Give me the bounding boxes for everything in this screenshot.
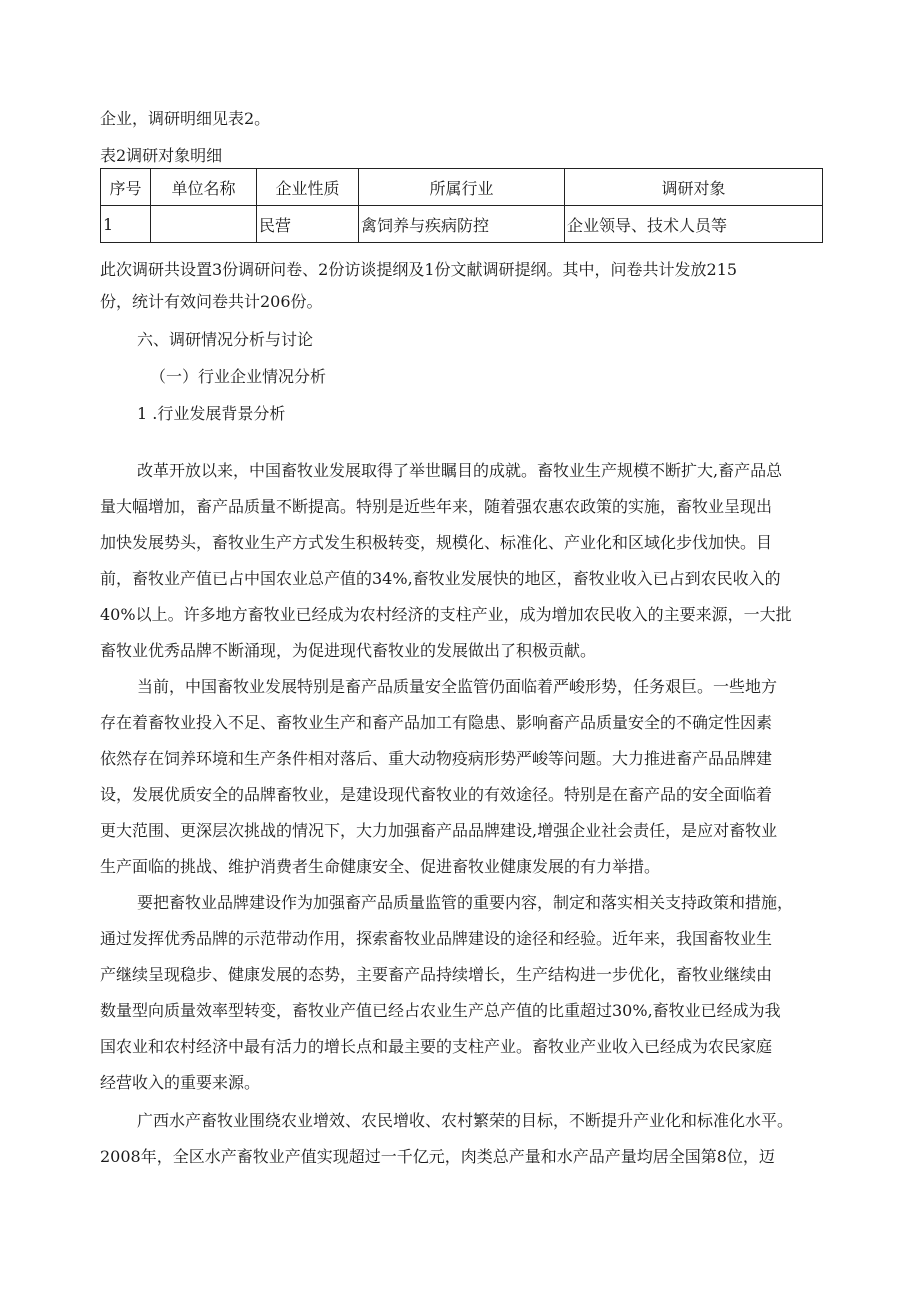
table-cell: 禽饲养与疾病防控 (359, 206, 565, 243)
subsection-heading: （一）行业企业情况分析 (150, 367, 327, 386)
table-cell: 企业领导、技术人员等 (565, 206, 823, 243)
text-line: 此次调研共设置3份调研问卷、2份访谈提纲及1份文献调研提纲。其中，问卷共计发放215 (100, 260, 738, 279)
paragraph-line: 更大范围、更深层次挑战的情况下，大力加强畜产品品牌建设,增强企业社会责任，是应对畜牧业 (100, 821, 778, 840)
table-header-cell: 单位名称 (151, 169, 257, 206)
text-line: 企业，调研明细见表2。 (100, 109, 271, 128)
table-caption: 表2调研对象明细 (100, 146, 223, 165)
paragraph-line: 加快发展势头，畜牧业生产方式发生积极转变，规模化、标准化、产业化和区域化步伐加快。目 (100, 533, 773, 552)
subsubsection-heading: 1 .行业发展背景分析 (137, 404, 286, 423)
table-header-cell: 所属行业 (359, 169, 565, 206)
table-cell (151, 206, 257, 243)
paragraph-line: 改革开放以来，中国畜牧业发展取得了举世瞩目的成就。畜牧业生产规模不断扩大,畜产品总 (137, 461, 783, 480)
table-row (101, 206, 823, 243)
paragraph-line: 40%以上。许多地方畜牧业已经成为农村经济的支柱产业，成为增加农民收入的主要来源，一大批 (100, 605, 792, 624)
table-cell: 1 (101, 206, 151, 243)
paragraph-line: 量大幅增加，畜产品质量不断提高。特别是近些年来，随着强农惠农政策的实施，畜牧业呈现出 (100, 497, 773, 516)
paragraph-line: 当前，中国畜牧业发展特别是畜产品质量安全监管仍面临着严峻形势，任务艰巨。一些地方 (137, 677, 778, 696)
table-header-row (101, 169, 823, 206)
paragraph-line: 要把畜牧业品牌建设作为加强畜产品质量监管的重要内容，制定和落实相关支持政策和措施， (137, 893, 794, 912)
paragraph-line: 前，畜牧业产值已占中国农业总产值的34%,畜牧业发展快的地区，畜牧业收入已占到农民收入的 (100, 569, 781, 588)
paragraph-line: 广西水产畜牧业围绕农业增效、农民增收、农村繁荣的目标，不断提升产业化和标准化水平。 (137, 1111, 794, 1130)
paragraph-line: 设，发展优质安全的品牌畜牧业，是建设现代畜牧业的有效途径。特别是在畜产品的安全面临着 (100, 785, 773, 804)
survey-table (100, 168, 823, 243)
paragraph-line: 存在着畜牧业投入不足、畜牧业生产和畜产品加工有隐患、影响畜产品质量安全的不确定性因素 (100, 713, 773, 732)
paragraph-line: 产继续呈现稳步、健康发展的态势，主要畜产品持续增长，生产结构进一步优化，畜牧业继续由 (100, 965, 773, 984)
table-header-cell: 调研对象 (565, 169, 823, 206)
paragraph-line: 畜牧业优秀品牌不断涌现，为促进现代畜牧业的发展做出了积极贡献。 (100, 641, 597, 660)
paragraph-line: 经营收入的重要来源。 (100, 1073, 261, 1092)
table-header-cell: 序号 (101, 169, 151, 206)
paragraph-line: 依然存在饲养环境和生产条件相对落后、重大动物疫病形势严峻等问题。大力推进畜产品品牌建 (100, 749, 773, 768)
table-cell: 民营 (257, 206, 359, 243)
paragraph-line: 数量型向质量效率型转变，畜牧业产值已经占农业生产总产值的比重超过30%,畜牧业已经成为我 (100, 1001, 781, 1020)
table-header-cell: 企业性质 (257, 169, 359, 206)
section-heading: 六、调研情况分析与讨论 (137, 330, 314, 349)
text-line: 份，统计有效问卷共计206份。 (100, 292, 323, 311)
paragraph-line: 2008年，全区水产畜牧业产值实现超过一千亿元，肉类总产量和水产品产量均居全国第8位，迈 (100, 1147, 775, 1166)
paragraph-line: 生产面临的挑战、维护消费者生命健康安全、促进畜牧业健康发展的有力举措。 (100, 857, 661, 876)
paragraph-line: 国农业和农村经济中最有活力的增长点和最主要的支柱产业。畜牧业产业收入已经成为农民家庭 (100, 1037, 773, 1056)
paragraph-line: 通过发挥优秀品牌的示范带动作用，探索畜牧业品牌建设的途径和经验。近年来，我国畜牧业生 (100, 929, 773, 948)
